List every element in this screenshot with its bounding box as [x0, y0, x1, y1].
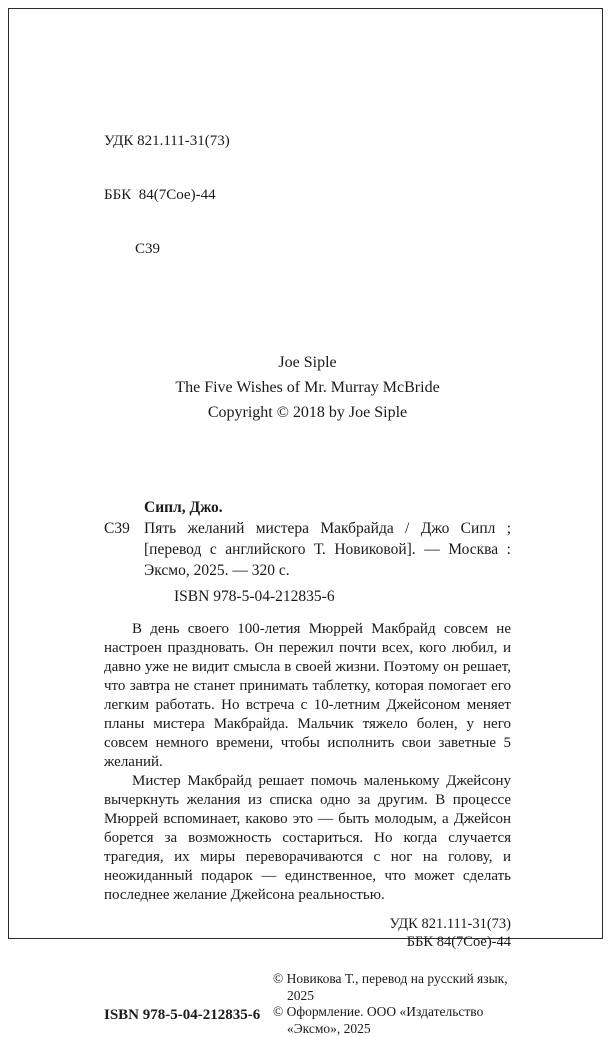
- biblio-author-sign: С39: [104, 520, 130, 537]
- original-author: Joe Siple: [278, 354, 337, 371]
- udk-code-bottom: УДК 821.111-31(73): [389, 916, 511, 932]
- bibliographic-record: [104, 497, 511, 607]
- isbn-bottom: ISBN 978-5-04-212835-6: [104, 1007, 261, 1023]
- bbk-code-top: ББК 84(7Сое)-44: [104, 187, 216, 203]
- imprint-footer: [104, 971, 511, 1037]
- original-title: The Five Wishes of Mr. Murray McBride: [175, 379, 440, 396]
- annotation-paragraph-2: Мистер Макбрайд решает помочь маленькому Джейсону вычеркнуть желания из списка одно за другим. В процессе Мюррей вспоминает, каково это — быть молодым, а Джейсон борется за возможность состариться. Но когда случается трагедия, их миры переворачиваются с ног на голову, и неожиданный подарок — единственное, что может сделать последнее желание Джейсона реальностью.: [104, 773, 511, 903]
- biblio-entry-row: [104, 518, 511, 581]
- bottom-classification-codes: [104, 915, 511, 951]
- bbk-code-bottom: ББК 84(7Сое)-44: [406, 934, 511, 950]
- original-edition-block: [104, 350, 511, 425]
- udk-code-top: УДК 821.111-31(73): [104, 133, 230, 149]
- top-classification-codes: [104, 96, 511, 294]
- biblio-entry: Пять желаний мистера Макбрайда / Джо Сипл ; [перевод с английского Т. Новиковой]. — Москва : Эксмо, 2025. — 320 с.: [144, 520, 511, 579]
- biblio-author: Сипл, Джо.: [144, 499, 223, 516]
- copyright-translation: © Новикова Т., перевод на русский язык, 2025: [273, 971, 508, 1003]
- copyright-notices: [273, 971, 511, 1037]
- biblio-isbn: ISBN 978-5-04-212835-6: [174, 588, 335, 605]
- annotation-paragraph-1: В день своего 100-летия Мюррей Макбрайд совсем не настроен праздновать. Он пережил почти всех, кого любил, и давно уже не видит смысла в своей жизни. Поэтому он решает, что завтра не станет принимать таблетку, которая помогает его легким работать. Но встреча с 10-летним Джейсоном меняет планы мистера Макбрайда. Мальчик тяжело болен, у него совсем немного времени, чтобы исполнить свои заветные 5 желаний.: [104, 621, 511, 770]
- annotation-block: [104, 620, 511, 905]
- original-copyright: Copyright © 2018 by Joe Siple: [207, 404, 408, 421]
- copyright-design: © Оформление. ООО «Издательство «Эксмо», 2025: [273, 1004, 484, 1036]
- author-sign-top: С39: [135, 241, 161, 257]
